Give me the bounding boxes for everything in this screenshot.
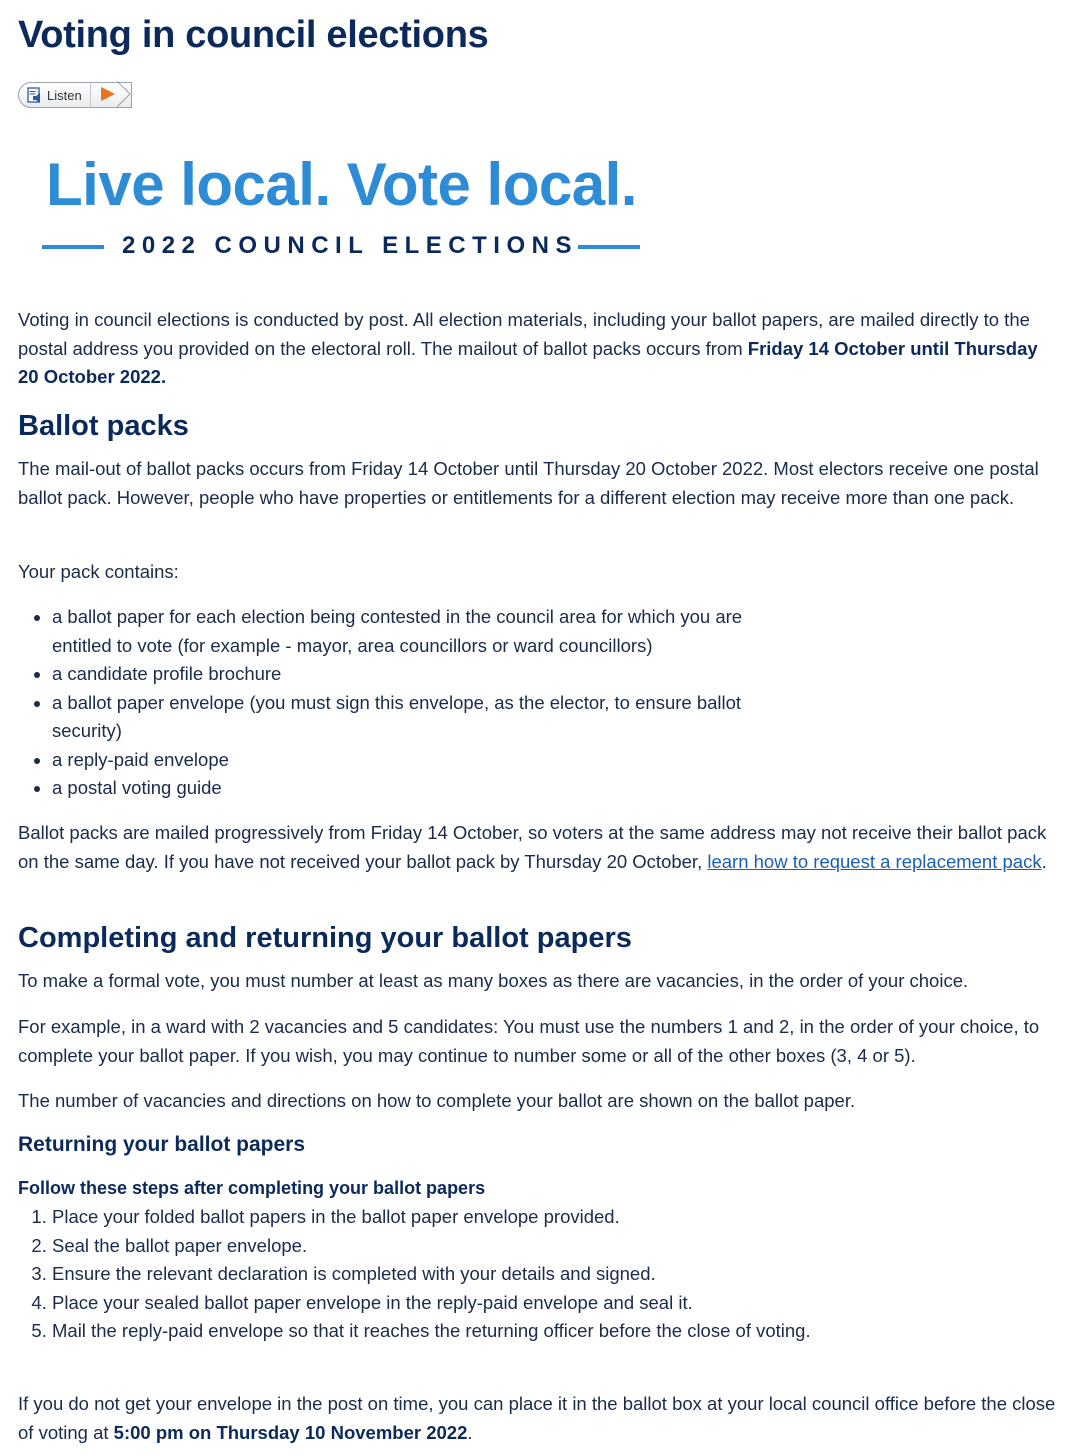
completing-para1-wrap: [18, 967, 1060, 996]
play-button[interactable]: [90, 82, 131, 108]
ballot-packs-para3-wrap: [18, 819, 1060, 876]
closing-wrap: [18, 1390, 1060, 1447]
ballot-packs-para1: The mail-out of ballot packs occurs from Friday 14 October until Thursday 20 October 2022. Most electors receive one postal ballot pack. However, people who have properties or entitlements for a different election may receive more than one pack.: [18, 458, 1039, 508]
pack-contents-list: [18, 603, 792, 803]
completing-para1: To make a formal vote, you must number at least as many boxes as there are vacancies, in the order of your choice.: [18, 970, 969, 991]
returning-section: [18, 1133, 1060, 1157]
list-item: • a postal voting guide: [52, 774, 792, 803]
list-item: • a ballot paper for each election being contested in the council area for which you are entitled to vote (for example - mayor, area councillors or ward councillors): [52, 603, 792, 660]
election-banner: [42, 150, 642, 270]
ballot-packs-para3: Ballot packs are mailed progressively from Friday 14 October, so voters at the same address may not receive their ballot pack on the same day. If you have not received your ballot pack by Thursday 20 October, learn how to request a replacement pack.: [18, 822, 1047, 872]
speaker-icon: [27, 87, 43, 103]
banner-subtitle: 2022 COUNCIL ELECTIONS: [122, 232, 578, 259]
returning-heading: Returning your ballot papers: [18, 1133, 306, 1156]
list-item: 1. Place your folded ballot papers in the ballot paper envelope provided.: [52, 1203, 812, 1232]
listen-label: Listen: [47, 87, 82, 103]
returning-subheading: Follow these steps after completing your ballot papers: [18, 1178, 486, 1198]
banner-rule-left: [42, 245, 104, 249]
returning-subheading-wrap: [18, 1178, 1060, 1199]
intro-dates: Friday 14 October until Thursday 20 October 2022.: [18, 337, 1038, 387]
replacement-pack-link[interactable]: learn how to request a replacement pack: [707, 850, 1042, 872]
completing-para2-wrap: [18, 1013, 1060, 1070]
listen-button[interactable]: [18, 82, 132, 108]
pack-contents-intro-wrap: [18, 558, 1060, 587]
closing-paragraph: If you do not get your envelope in the post on time, you can place it in the ballot box at your local council office before the close of voting at 5:00 pm on Thursday 10 November 2022.: [18, 1393, 1056, 1443]
returning-steps-wrap: [18, 1203, 1060, 1346]
intro: [18, 306, 1060, 392]
ballot-packs-heading: Ballot packs: [18, 410, 189, 442]
page-title: Voting in council elections: [18, 14, 489, 56]
pack-contents-intro: Your pack contains:: [18, 561, 179, 582]
list-item: 5. Mail the reply-paid envelope so that it reaches the returning officer before the close of voting.: [52, 1317, 812, 1346]
ballot-packs-section: [18, 410, 1060, 443]
list-item: 3. Ensure the relevant declaration is completed with your details and signed.: [52, 1260, 812, 1289]
list-item: 4. Place your sealed ballot paper envelope in the reply-paid envelope and seal it.: [52, 1289, 812, 1318]
completing-heading: Completing and returning your ballot papers: [18, 922, 632, 954]
banner-headline: Live local. Vote local.: [46, 151, 637, 218]
completing-para3: The number of vacancies and directions on how to complete your ballot are shown on the ballot paper.: [18, 1090, 856, 1111]
play-icon: [91, 81, 131, 107]
banner-rule-right: [578, 245, 640, 249]
close-of-voting-time: 5:00 pm on Thursday 10 November 2022: [113, 1421, 468, 1443]
list-item: • a ballot paper envelope (you must sign this envelope, as the elector, to ensure ballot security): [52, 689, 792, 746]
completing-section: [18, 922, 1060, 955]
ballot-packs-para1-wrap: [18, 455, 1060, 512]
intro-paragraph: Voting in council elections is conducted by post. All election materials, including your ballot papers, are mailed directly to the postal address you provided on the electoral roll. The mailout of ballot packs occurs from Friday 14 October until Thursday 20 October 2022.: [18, 309, 1038, 387]
completing-para3-wrap: [18, 1087, 1060, 1116]
pack-contents-list-wrap: [18, 603, 1060, 803]
completing-para2: For example, in a ward with 2 vacancies and 5 candidates: You must use the numbers 1 and 2, in the order of your choice, to complete your ballot paper. If you wish, you may continue to number some or all of the other boxes (3, 4 or 5).: [18, 1016, 1040, 1066]
returning-steps-list: [18, 1203, 812, 1346]
list-item: • a candidate profile brochure: [52, 660, 792, 689]
list-item: • a reply-paid envelope: [52, 746, 792, 775]
list-item: 2. Seal the ballot paper envelope.: [52, 1232, 812, 1261]
